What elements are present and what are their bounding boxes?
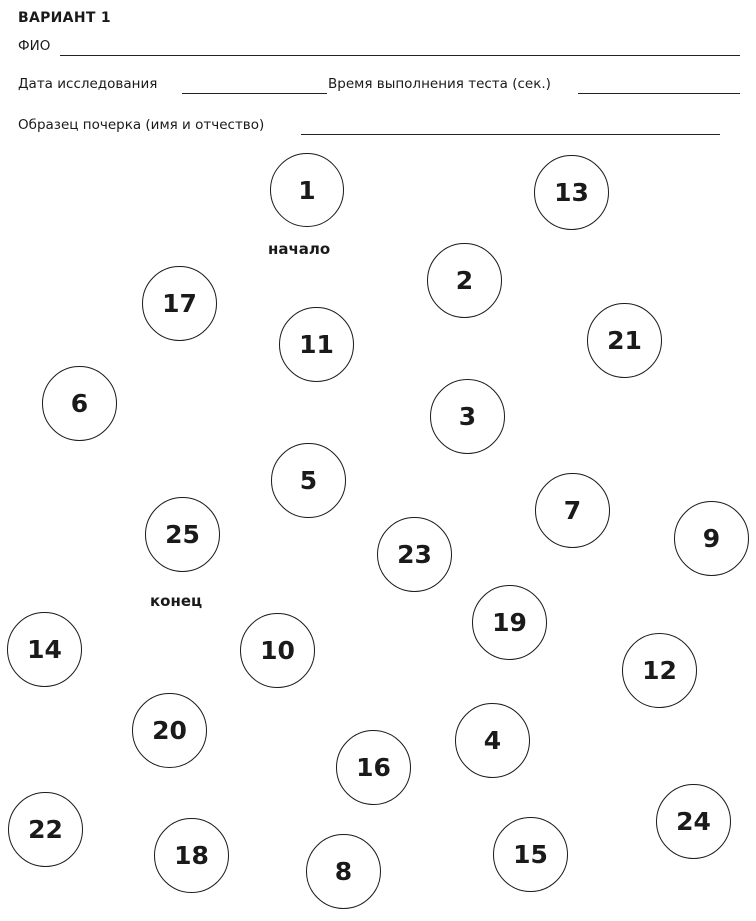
- number-circle-15[interactable]: 15: [493, 817, 568, 892]
- fio-label: ФИО: [18, 38, 51, 54]
- date-field[interactable]: [182, 93, 327, 94]
- number-circle-17[interactable]: 17: [142, 266, 217, 341]
- number-circle-5[interactable]: 5: [271, 443, 346, 518]
- number-circle-9[interactable]: 9: [674, 501, 749, 576]
- number-circle-3[interactable]: 3: [430, 379, 505, 454]
- number-circle-8[interactable]: 8: [306, 834, 381, 909]
- number-circle-11[interactable]: 11: [279, 307, 354, 382]
- number-circle-19[interactable]: 19: [472, 585, 547, 660]
- end-marker: конец: [150, 592, 203, 610]
- number-circle-24[interactable]: 24: [656, 784, 731, 859]
- start-marker: начало: [268, 240, 331, 258]
- date-time-line: [18, 76, 740, 96]
- number-circle-12[interactable]: 12: [622, 633, 697, 708]
- time-label: Время выполнения теста (сек.): [328, 76, 551, 92]
- number-circle-20[interactable]: 20: [132, 693, 207, 768]
- number-circle-21[interactable]: 21: [587, 303, 662, 378]
- number-circle-7[interactable]: 7: [535, 473, 610, 548]
- handwriting-line: [18, 117, 740, 137]
- fio-field[interactable]: [60, 55, 740, 56]
- number-circle-6[interactable]: 6: [42, 366, 117, 441]
- number-circle-16[interactable]: 16: [336, 730, 411, 805]
- handwriting-field[interactable]: [301, 134, 720, 135]
- number-circle-2[interactable]: 2: [427, 243, 502, 318]
- number-circle-25[interactable]: 25: [145, 497, 220, 572]
- number-circle-18[interactable]: 18: [154, 818, 229, 893]
- number-circle-10[interactable]: 10: [240, 613, 315, 688]
- number-circle-1[interactable]: 1: [270, 153, 344, 227]
- fio-line: [18, 38, 740, 58]
- variant-title: ВАРИАНТ 1: [18, 10, 111, 26]
- date-label: Дата исследования: [18, 76, 158, 92]
- number-circle-22[interactable]: 22: [8, 792, 83, 867]
- time-field[interactable]: [578, 93, 740, 94]
- number-circle-23[interactable]: 23: [377, 517, 452, 592]
- handwriting-label: Образец почерка (имя и отчество): [18, 117, 265, 133]
- number-circle-13[interactable]: 13: [534, 155, 609, 230]
- number-circle-4[interactable]: 4: [455, 703, 530, 778]
- number-circle-14[interactable]: 14: [7, 612, 82, 687]
